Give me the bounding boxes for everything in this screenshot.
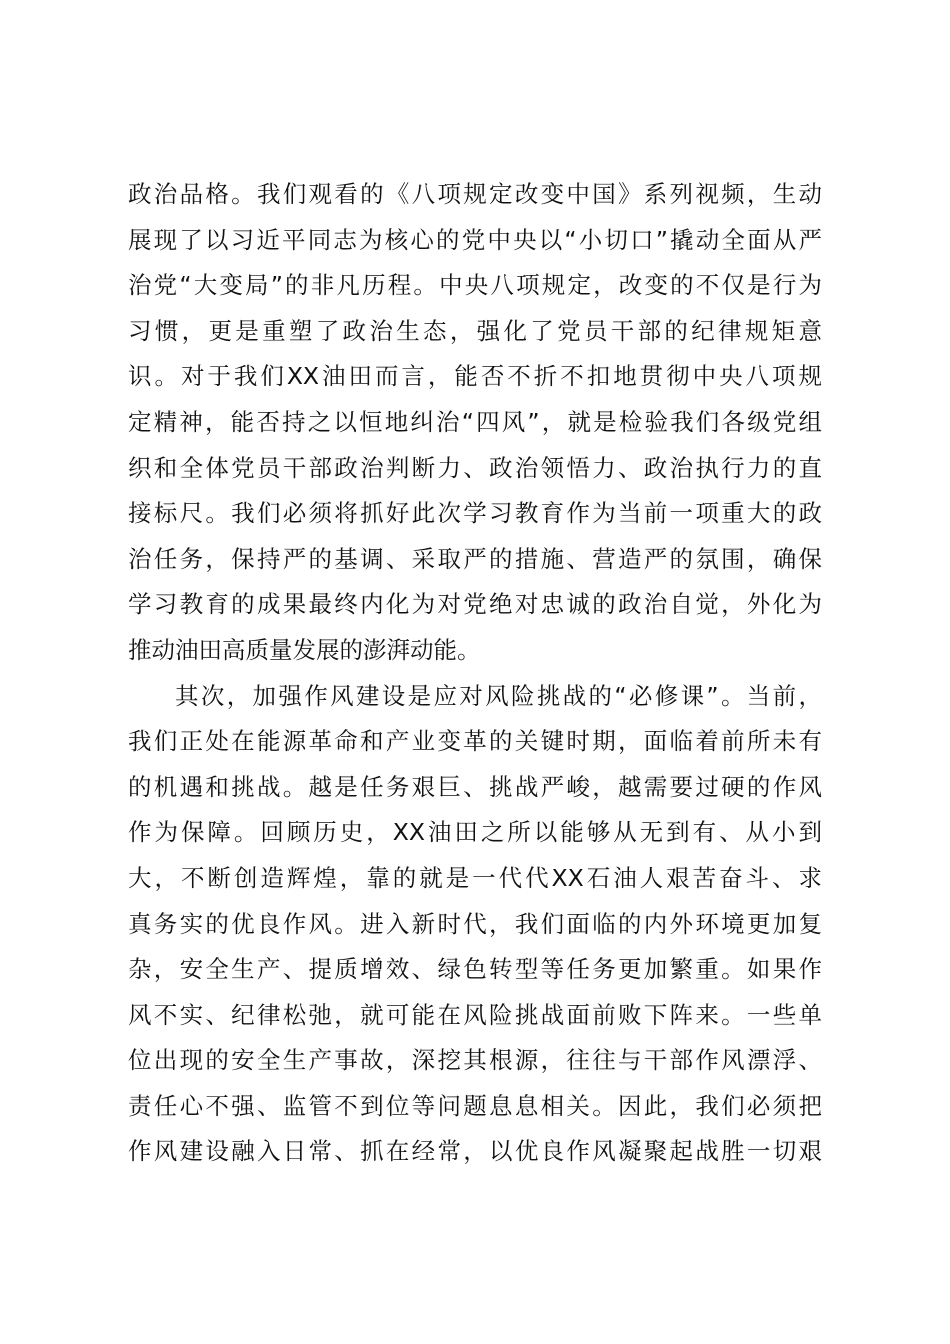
- text-line: 我们正处在能源革命和产业变革的关键时期，面临着前所未有: [128, 727, 822, 756]
- text-line: 大，不断创造辉煌，靠的就是一代代XX石油人艰苦奋斗、求: [128, 863, 822, 892]
- text-line: 责任心不强、监管不到位等问题息息相关。因此，我们必须把: [128, 1091, 822, 1120]
- text-line: 的机遇和挑战。越是任务艰巨、挑战严峻，越需要过硬的作风: [128, 772, 822, 801]
- text-line: 习惯，更是重塑了政治生态，强化了党员干部的纪律规矩意: [128, 316, 822, 345]
- text-line: 接标尺。我们必须将抓好此次学习教育作为当前一项重大的政: [128, 499, 822, 528]
- text-line: 定精神，能否持之以恒地纠治“四风”，就是检验我们各级党组: [128, 407, 822, 436]
- text-line: 作风建设融入日常、抓在经常，以优良作风凝聚起战胜一切艰: [128, 1137, 822, 1166]
- text-line: 织和全体党员干部政治判断力、政治领悟力、政治执行力的直: [128, 453, 822, 482]
- body-text: [128, 172, 822, 1175]
- text-line: 学习教育的成果最终内化为对党绝对忠诚的政治自觉，外化为: [128, 590, 822, 619]
- text-line: 其次，加强作风建设是应对风险挑战的“必修课”。当前，: [175, 681, 822, 710]
- text-line: 政治品格。我们观看的《八项规定改变中国》系列视频，生动: [128, 180, 822, 208]
- text-line: 展现了以习近平同志为核心的党中央以“小切口”撬动全面从严: [128, 225, 822, 254]
- text-line: 治党“大变局”的非凡历程。中央八项规定，改变的不仅是行为: [128, 271, 822, 300]
- text-line: 真务实的优良作风。进入新时代，我们面临的内外环境更加复: [128, 909, 822, 938]
- text-line: 风不实、纪律松弛，就可能在风险挑战面前败下阵来。一些单: [128, 1000, 822, 1029]
- text-line: 识。对于我们XX油田而言，能否不折不扣地贯彻中央八项规: [128, 362, 822, 391]
- text-line: 推动油田高质量发展的澎湃动能。: [128, 635, 481, 664]
- text-line: 作为保障。回顾历史，XX油田之所以能够从无到有、从小到: [128, 818, 822, 847]
- text-line: 位出现的安全生产事故，深挖其根源，往往与干部作风漂浮、: [128, 1046, 822, 1075]
- text-line: 杂，安全生产、提质增效、绿色转型等任务更加繁重。如果作: [128, 955, 822, 984]
- text-line: 治任务，保持严的基调、采取严的措施、营造严的氛围，确保: [128, 544, 822, 573]
